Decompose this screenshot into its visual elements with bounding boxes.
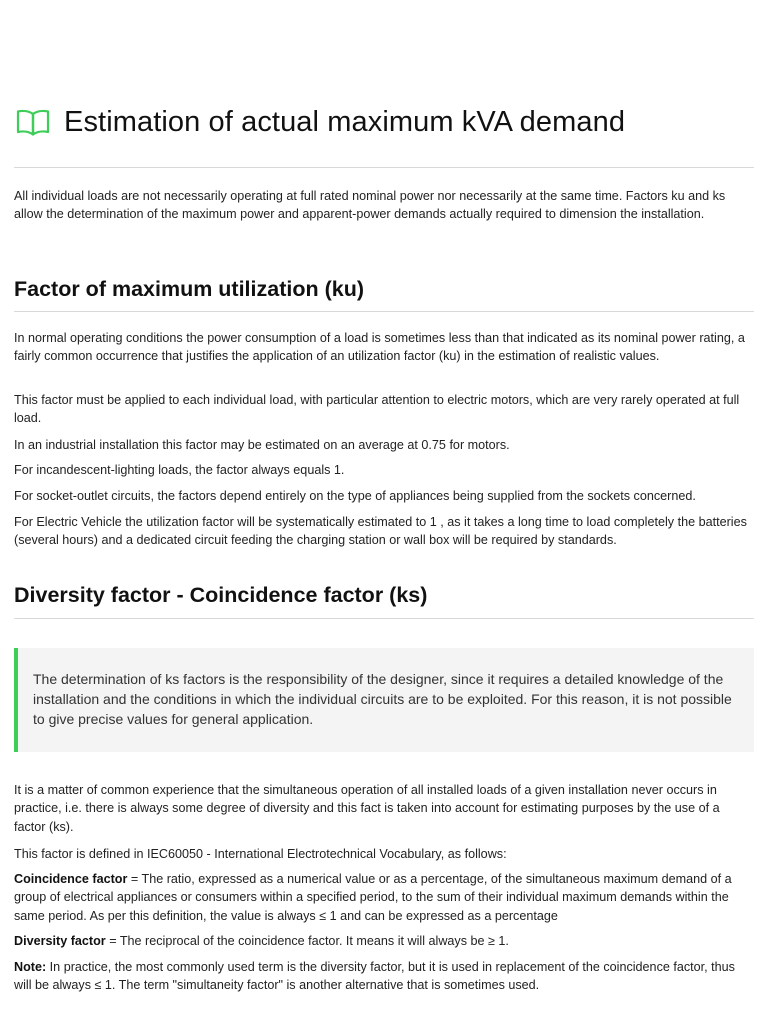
section-heading-ku: Factor of maximum utilization (ku) (14, 277, 364, 301)
title-divider (14, 167, 754, 168)
section-heading-ks: Diversity factor - Coincidence factor (ks) (14, 583, 428, 607)
coincidence-term: Coincidence factor (14, 872, 128, 886)
title-row (14, 100, 754, 144)
note-paragraph (14, 958, 754, 995)
note-text: In practice, the most commonly used term is the diversity factor, but it is used in replacement of the coincidence factor, thus will be always ≤ 1. The term "simultaneity factor" is another alternative that is sometimes used. (14, 960, 735, 993)
coincidence-definition (14, 870, 754, 925)
ku-paragraph-4: For incandescent-lighting loads, the factor always equals 1. (14, 463, 345, 477)
ku-paragraph-6: For Electric Vehicle the utilization factor will be systematically estimated to 1 , as it takes a long time to load completely the batteries (several hours) and a dedicated circuit feeding the charging station or wall box will be required by standards. (14, 515, 747, 548)
diversity-definition (14, 932, 754, 950)
ku-paragraph-5: For socket-outlet circuits, the factors depend entirely on the type of appliances being supplied from the sockets concerned. (14, 489, 696, 503)
book-open-icon (16, 107, 50, 137)
ks-paragraph-2: This factor is defined in IEC60050 - International Electrotechnical Vocabulary, as follows: (14, 847, 507, 861)
intro-paragraph: All individual loads are not necessarily operating at full rated nominal power nor necessarily at the same time. Factors ku and ks allow the determination of the maximum power and apparent-power demands actually required to dimension the installation. (14, 189, 726, 222)
diversity-term: Diversity factor (14, 934, 106, 948)
callout-text: The determination of ks factors is the responsibility of the designer, since it requires a detailed knowledge of the installation and the conditions in which the individual circuits are to be exploited. For this reason, it is not possible to give precise values for general application. (33, 671, 732, 727)
diversity-text: = The reciprocal of the coincidence factor. It means it will always be ≥ 1. (105, 934, 509, 948)
note-term: Note: (14, 960, 47, 974)
section-divider-ku (14, 311, 754, 312)
coincidence-text: = The ratio, expressed as a numerical value or as a percentage, of the simultaneous maximum demand of a group of electrical appliances or consumers within a specified period, to the sum of their individual maximum demands within the same period. As per this definition, the value is always ≤ 1 and can be expressed as a percentage (14, 872, 732, 923)
ku-paragraph-3: In an industrial installation this factor may be estimated on an average at 0.75 for motors. (14, 438, 510, 452)
section-divider-ks (14, 618, 754, 619)
ks-paragraph-1: It is a matter of common experience that the simultaneous operation of all installed loads of a given installation never occurs in practice, i.e. there is always some degree of diversity and this fact is taken into account for estimating purposes by the use of a factor (ks). (14, 783, 720, 834)
page-title: Estimation of actual maximum kVA demand (64, 105, 626, 138)
ku-paragraph-1: In normal operating conditions the power consumption of a load is sometimes less than that indicated as its nominal power rating, a fairly common occurrence that justifies the application of an utilization factor (ku) in the estimation of realistic values. (14, 331, 745, 364)
designer-note-callout (14, 648, 754, 752)
ku-paragraph-2: This factor must be applied to each individual load, with particular attention to electric motors, which are very rarely operated at full load. (14, 393, 740, 426)
